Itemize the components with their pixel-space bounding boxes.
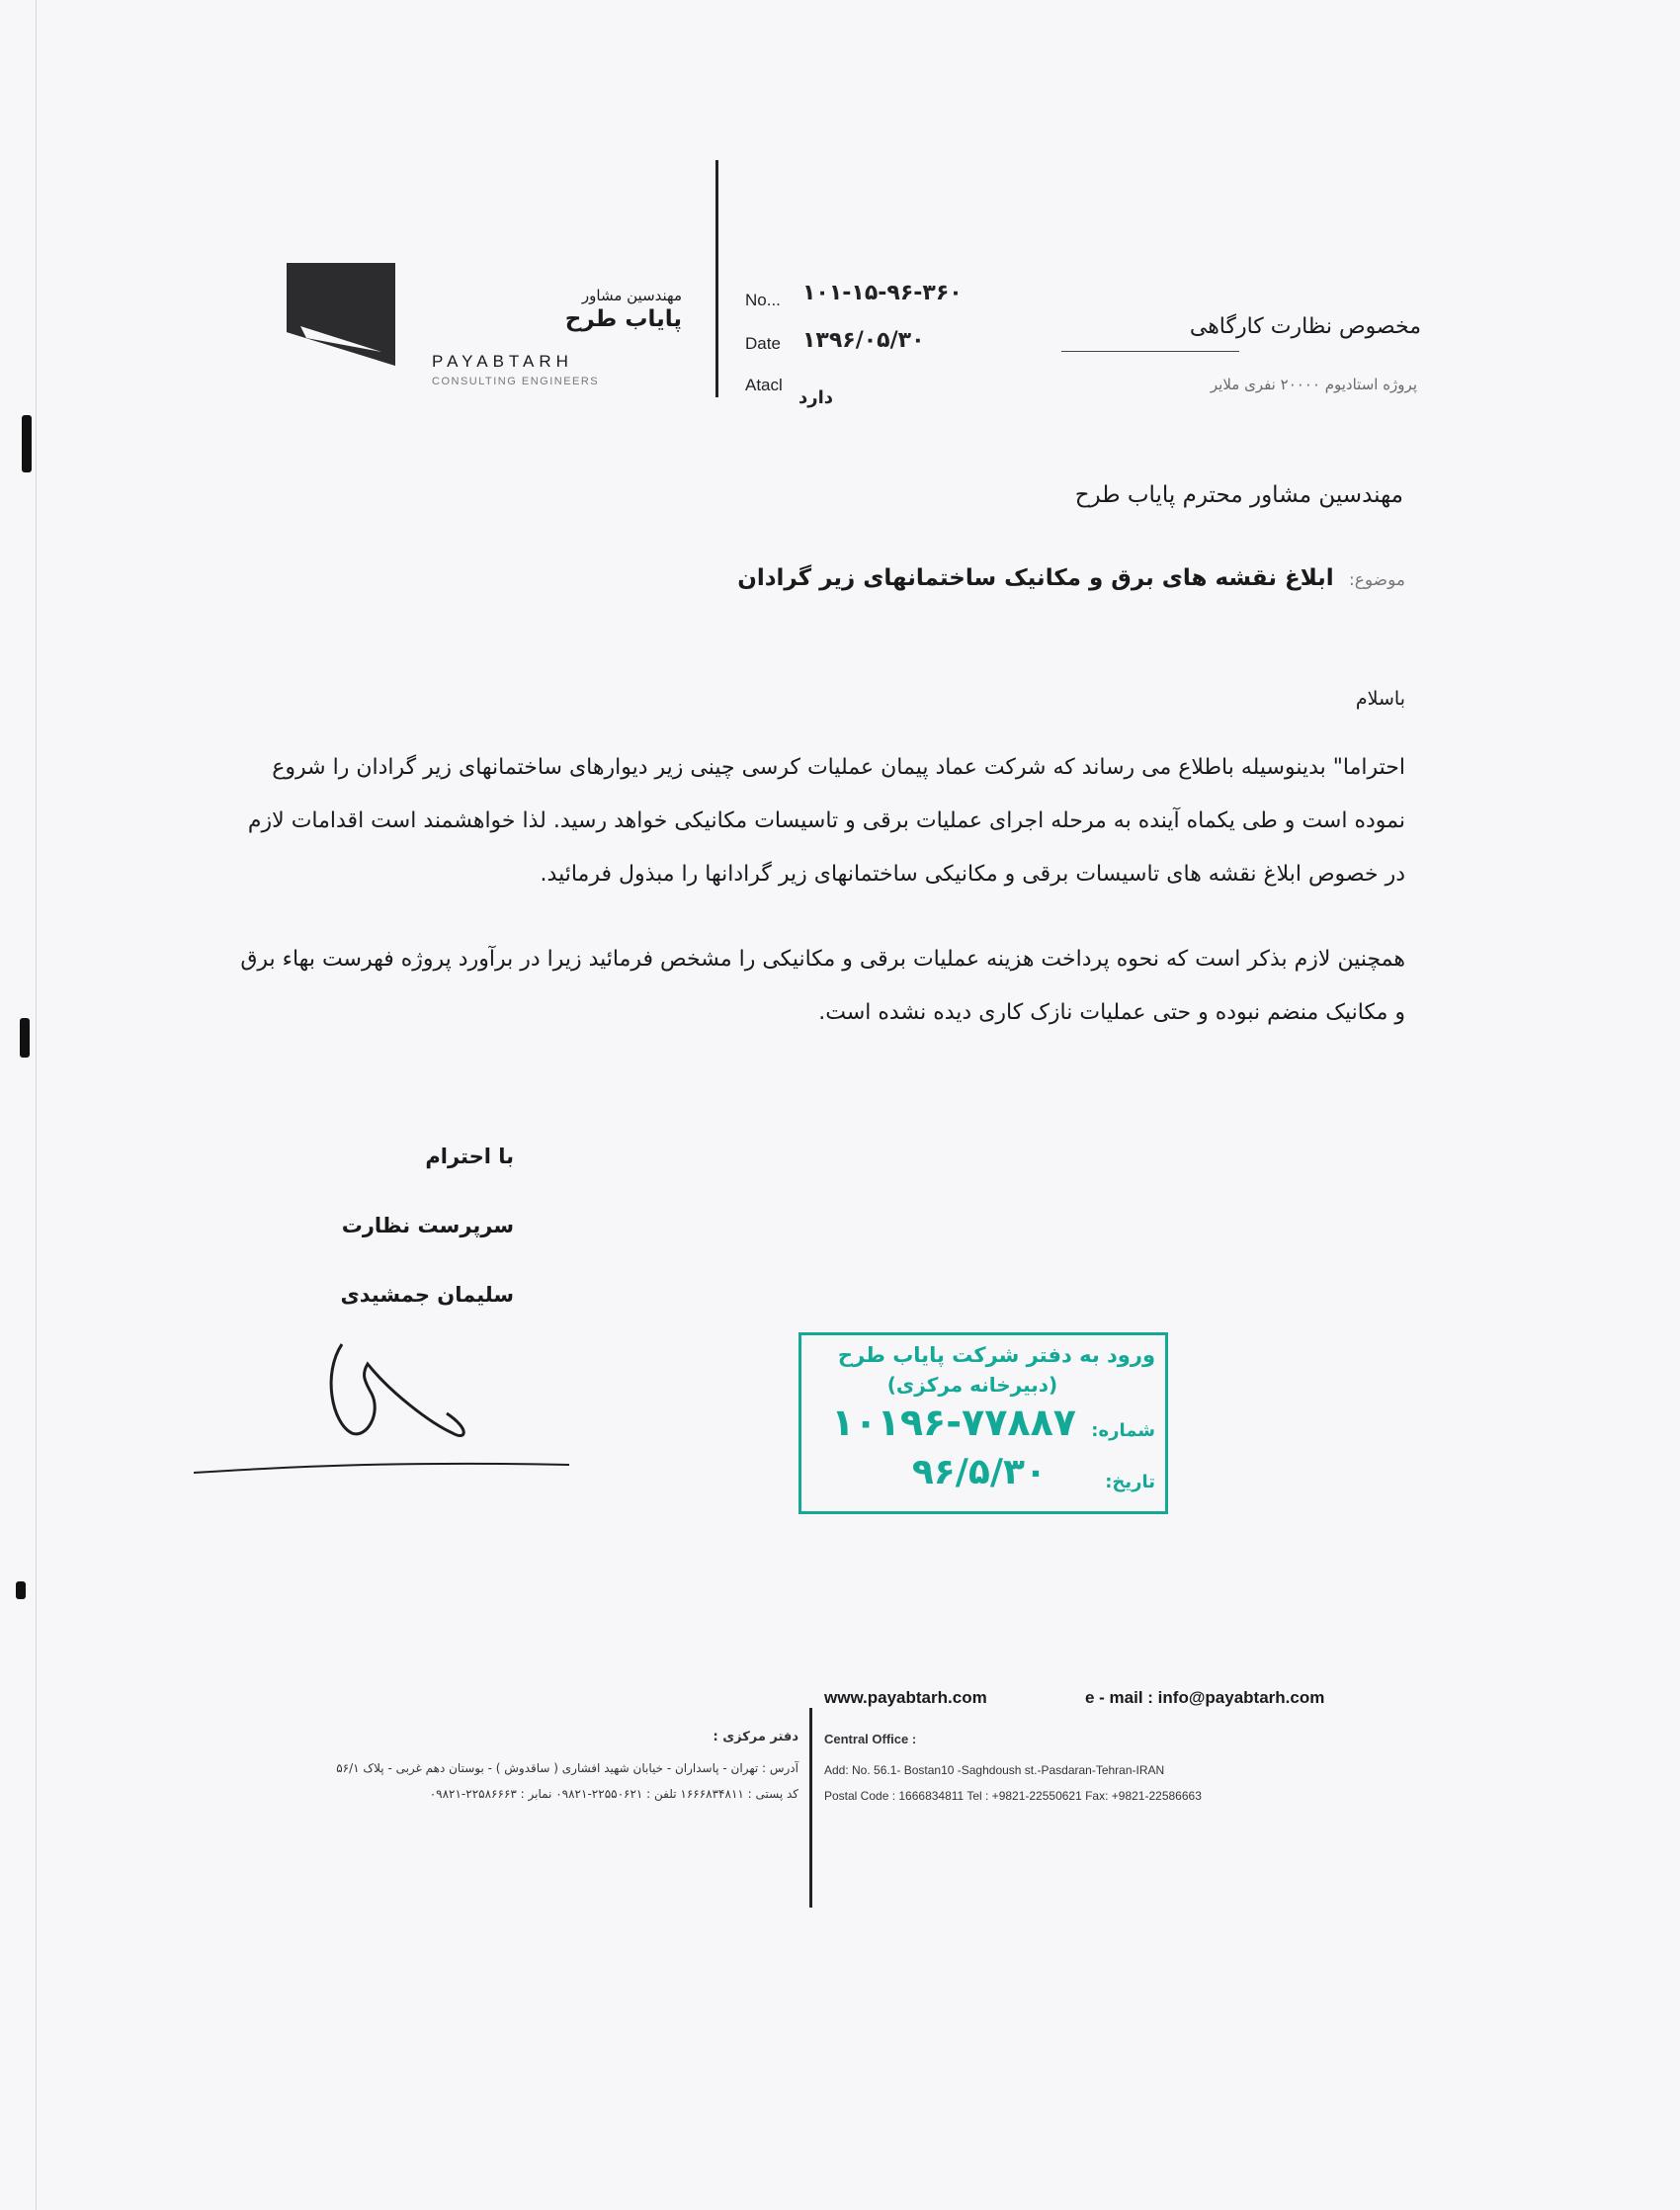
signer-name: سلیمان جمشیدی <box>340 1283 514 1307</box>
subject-line <box>712 565 1405 591</box>
stamp-number-label: شماره: <box>1091 1420 1155 1441</box>
footer-fa-title: دفتر مرکزی : <box>713 1730 798 1744</box>
signer-title: سرپرست نظارت <box>341 1214 514 1237</box>
stamp-subtitle: (دبیرخانه مرکزی) <box>886 1373 1058 1397</box>
body-paragraph-1: احتراما" بدینوسیله باطلاع می رساند که شرکت عماد پیمان عملیات کرسی چینی زیر دیوارهای ساختمانهای زیر گرادان را شروع نموده است و طی یکماه آینده به مرحله اجرای عملیات برقی و تاسیسات مکانیکی خواهد رسید. لذا خواهشمند است اقدامات لازم در خصوص ابلاغ نقشه های تاسیسات برقی و مکانیکی ساختمانهای زیر گرادانها را مبذول فرمائید. <box>247 755 1405 887</box>
stamp-number-value: ۱۰۱۹۶-۷۷۸۸۷ <box>831 1401 1076 1444</box>
logo-persian-name: پایاب طرح <box>564 306 682 332</box>
footer-en-contact: Postal Code : 1666834811 Tel : +9821-22550621 Fax: +9821-22586663 <box>824 1789 1202 1803</box>
handwritten-signature <box>194 1334 569 1492</box>
attachment-value: دارد <box>798 387 834 408</box>
closing-phrase: با احترام <box>425 1145 514 1168</box>
header-divider <box>715 160 718 397</box>
subject-text: ابلاغ نقشه های برق و مکانیک ساختمانهای زیر گرادان <box>737 565 1334 591</box>
number-value: ۱۰۱-۱۵-۹۶-۳۶۰ <box>802 281 963 305</box>
stamp-date-label: تاریخ: <box>1105 1472 1155 1492</box>
footer-website: www.payabtarh.com <box>824 1688 987 1707</box>
punch-mark-3 <box>16 1581 26 1599</box>
company-logo-icon <box>287 263 395 374</box>
attachment-label: Atacl <box>745 376 783 394</box>
punch-mark-1 <box>22 415 32 472</box>
stamp-title: ورود به دفتر شرکت پایاب طرح <box>837 1343 1155 1367</box>
footer-divider <box>809 1708 812 1908</box>
footer-fa-contact: کد پستی : ۱۶۶۶۸۳۴۸۱۱ تلفن : ۲۲۵۵۰۶۲۱-۰۹۸۲۱ نمابر : ۲۲۵۸۶۶۶۳-۰۹۸۲۱ <box>429 1787 798 1801</box>
number-label: No... <box>745 291 781 309</box>
classified-heading: مخصوص نظارت کارگاهی <box>1189 314 1421 339</box>
footer-fa-address: آدرس : تهران - پاسداران - خیابان شهید افشاری ( ساقدوش ) - بوستان دهم غربی - پلاک ۵۶/۱ <box>336 1761 798 1775</box>
logo-english-subtitle: CONSULTING ENGINEERS <box>432 376 600 387</box>
addressee: مهندسین مشاور محترم پایاب طرح <box>1074 482 1403 508</box>
fold-edge-line <box>36 0 37 2210</box>
punch-mark-2 <box>20 1018 30 1058</box>
greeting: باسلام <box>1355 688 1405 710</box>
logo-persian-subtitle: مهندسین مشاور <box>581 287 682 304</box>
logo-english-name: PAYABTARH <box>432 352 573 371</box>
receipt-stamp <box>798 1332 1168 1514</box>
date-label: Date <box>745 334 781 353</box>
footer-en-address: Add: No. 56.1- Bostan10 -Saghdoush st.-Pasdaran-Tehran-IRAN <box>824 1763 1165 1777</box>
project-note: پروژه استادیوم ۲۰۰۰۰ نفری ملایر <box>1210 376 1417 393</box>
date-value: ۱۳۹۶/۰۵/۳۰ <box>802 328 925 353</box>
footer-en-title: Central Office : <box>824 1732 917 1746</box>
classified-underline <box>1061 351 1239 352</box>
subject-label: موضوع: <box>1349 570 1405 590</box>
body-paragraph-2: همچنین لازم بذکر است که نحوه پرداخت هزینه عملیات برقی و مکانیکی را مشخص فرمائید زیرا در برآورد پروژه فهرست بهاء برق و مکانیک منضم نبوده و حتی عملیات نازک کاری دیده نشده است. <box>240 947 1405 1025</box>
stamp-date-value: ۹۶/۵/۳۰ <box>911 1452 1047 1492</box>
footer-email: e - mail : info@payabtarh.com <box>1085 1688 1325 1707</box>
